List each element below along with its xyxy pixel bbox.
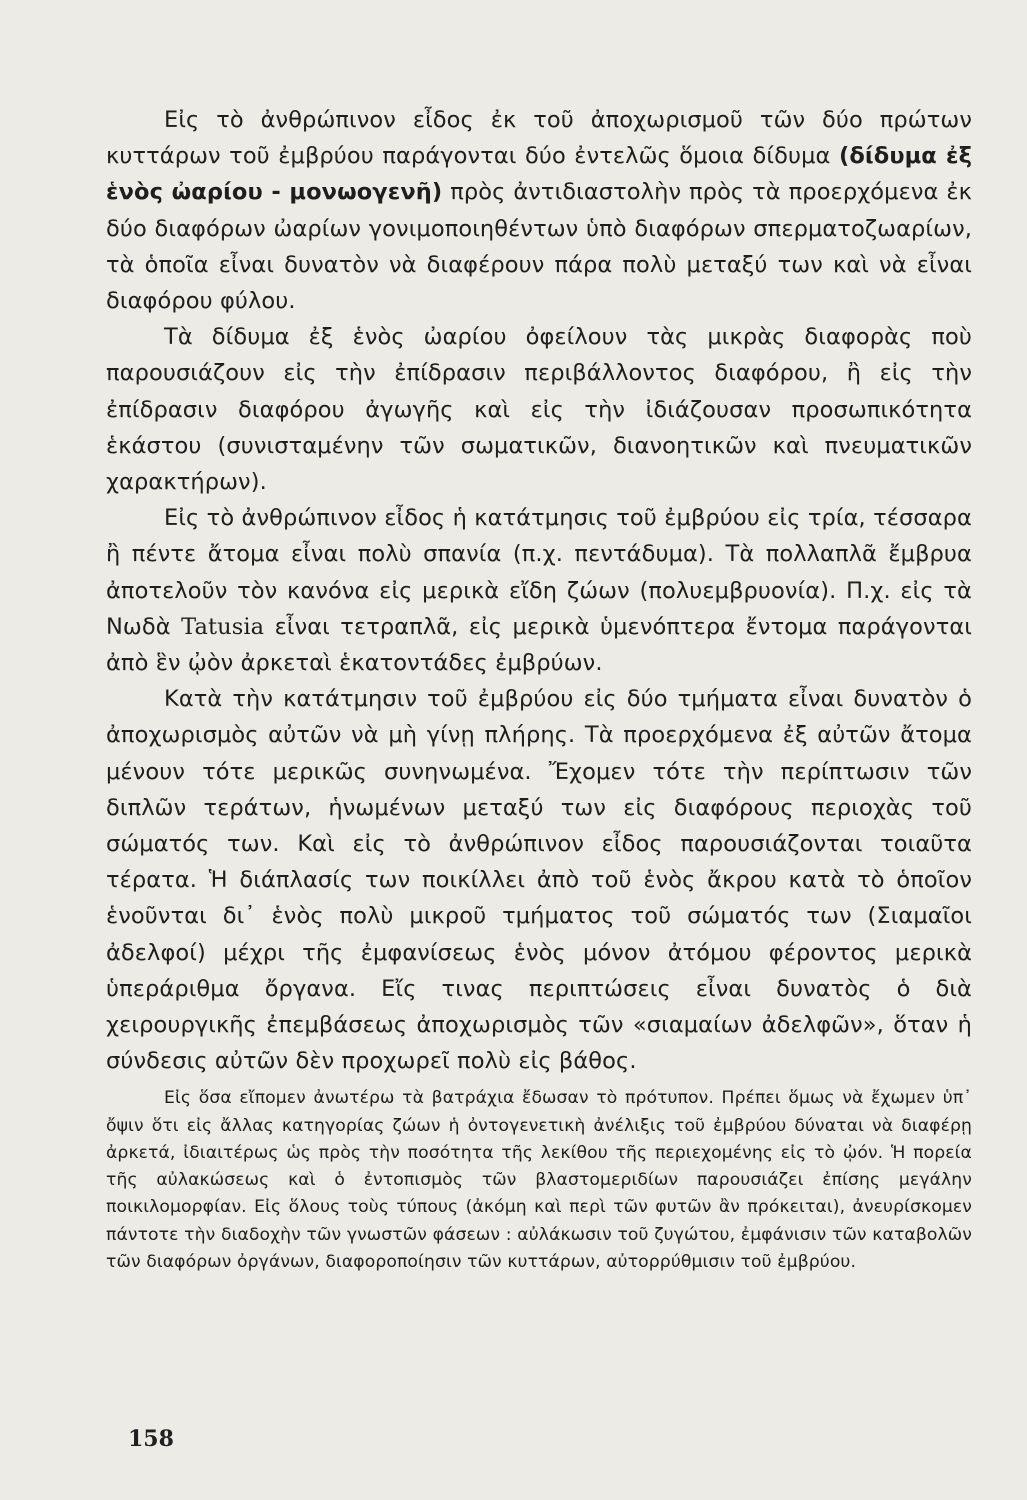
paragraph-1-start: Εἰς τὸ ἀνθρώπινον εἶδος ἐκ τοῦ ἀποχωρισμοῦ τῶν δύο πρώτων κυττάρων τοῦ ἐμβρύου παράγονται δύο ἐντελῶς ὅμοια δίδυμα [106,107,972,170]
page-number: 158 [128,1426,174,1452]
footnote-paragraph: Εἰς ὅσα εἴπομεν ἀνωτέρω τὰ βατράχια ἔδωσαν τὸ πρότυπον. Πρέπει ὅμως νὰ ἔχωμεν ὑπ᾽ ὄψιν ὅτι εἰς ἄλλας κατηγορίας ζώων ἡ ὀντογενετικὴ ἀνέλιξις τοῦ ἐμβρύου δύναται νὰ διαφέρῃ ἀρκετά, ἰδιαιτέρως ὡς πρὸς τὴν ποσότητα τῆς λεκίθου τῆς περιεχομένης εἰς τὸ ᾠόν. Ἡ πορεία τῆς αὐλακώσεως καὶ ὁ ἐντοπισμὸς τῶν βλαστομεριδίων παρουσιάζει ἐπίσης μεγάλην ποικιλομορφίαν. Εἰς ὅλους τοὺς τύπους (ἀκόμη καὶ περὶ τῶν φυτῶν ἂν πρόκειται), ἀνευρίσκομεν πάντοτε τὴν διαδοχὴν τῶν γνωστῶν φάσεων : αὐλάκωσιν τοῦ ζυγώτου, ἐμφάνισιν τῶν καταβολῶν τῶν διαφόρων ὀργάνων, διαφοροποίησιν τῶν κυττάρων, αὐτορρύθμισιν τοῦ ἐμβρύου. [106,1088,972,1272]
paragraph-1-end: πρὸς ἀντιδιαστολὴν πρὸς τὰ προερχόμενα ἐκ δύο διαφόρων ὠαρίων γονιμοποιηθέντων ὑπὸ διαφόρων σπερματοζωαρίων, τὰ ὁποῖα εἶναι δυνατὸν νὰ διαφέρουν πάρα πολὺ μεταξύ των καὶ νὰ εἶναι διαφόρου φύλου. [106,179,972,315]
bold-term-monozygotic: (δίδυμα ἐξ ἑνὸς ὠαρίου - μονωογενῆ) [106,143,973,206]
paragraph-4: Κατὰ τὴν κατάτμησιν τοῦ ἐμβρύου εἰς δύο τμήματα εἶναι δυνατὸν ὁ ἀποχωρισμὸς αὐτῶν νὰ μὴ γίνῃ πλήρης. Τὰ προερχόμενα ἐξ αὐτῶν ἄτομα μένουν τότε μερικῶς συνηνωμένα. Ἔχομεν τότε τὴν περίπτωσιν τῶν διπλῶν τεράτων, ἡνωμένων μεταξύ των εἰς διαφόρους περιοχὰς τοῦ σώματός των. Καὶ εἰς τὸ ἀνθρώπινον εἶδος παρουσιάζονται τοιαῦτα τέρατα. Ἡ διάπλασίς των ποικίλλει ἀπὸ τοῦ ἑνὸς ἄκρου κατὰ τὸ ὁποῖον ἑνοῦνται δι᾽ ἑνὸς πολὺ μικροῦ τμήματος τοῦ σώματός των (Σιαμαῖοι ἀδελφοί) μέχρι τῆς ἐμφανίσεως ἑνὸς μόνον ἀτόμου φέροντος μερικὰ ὑπεράριθμα ὄργανα. Εἴς τινας περιπτώσεις εἶναι δυνατὸς ὁ διὰ χειρουργικῆς ἐπεμβάσεως ἀποχωρισμὸς τῶν «σιαμαίων ἀδελφῶν», ὅταν ἡ σύνδεσις αὐτῶν δὲν προχωρεῖ πολὺ εἰς βάθος. [106,686,972,1075]
paragraph-2: Τὰ δίδυμα ἐξ ἑνὸς ὠαρίου ὀφείλουν τὰς μικρὰς διαφορὰς ποὺ παρουσιάζουν εἰς τὴν ἐπίδρασιν περιβάλλοντος διαφόρου, ἢ εἰς τὴν ἐπίδρασιν διαφόρου ἀγωγῆς καὶ εἰς τὴν ἰδιάζουσαν προσωπικότητα ἑκάστου (συνισταμένην τῶν σωματικῶν, διανοητικῶν καὶ πνευματικῶν χαρακτήρων). [106,324,972,496]
paragraph-1 [106,102,972,319]
main-text [106,100,972,1276]
paragraph-3-end: εἶναι τετραπλᾶ, εἰς μερικὰ ὑμενόπτερα ἔντομα παράγονται ἀπὸ ἓν ᾠὸν ἀρκεταὶ ἑκατοντάδες ἐμβρύων. [106,613,972,677]
latin-term-tatusia: Tatusia [181,613,265,640]
paragraph-3-start: Εἰς τὸ ἀνθρώπινον εἶδος ἡ κατάτμησις τοῦ ἐμβρύου εἰς τρία, τέσσαρα ἢ πέντε ἄτομα εἶναι πολὺ σπανία (π.χ. πεντάδυμα). Τὰ πολλαπλᾶ ἔμβρυα ἀποτελοῦν τὸν κανόνα εἰς μερικὰ εἴδη ζώων (πολυεμβρυονία). Π.χ. εἰς τὰ Νωδὰ [106,505,972,640]
paragraph-3 [106,500,972,681]
